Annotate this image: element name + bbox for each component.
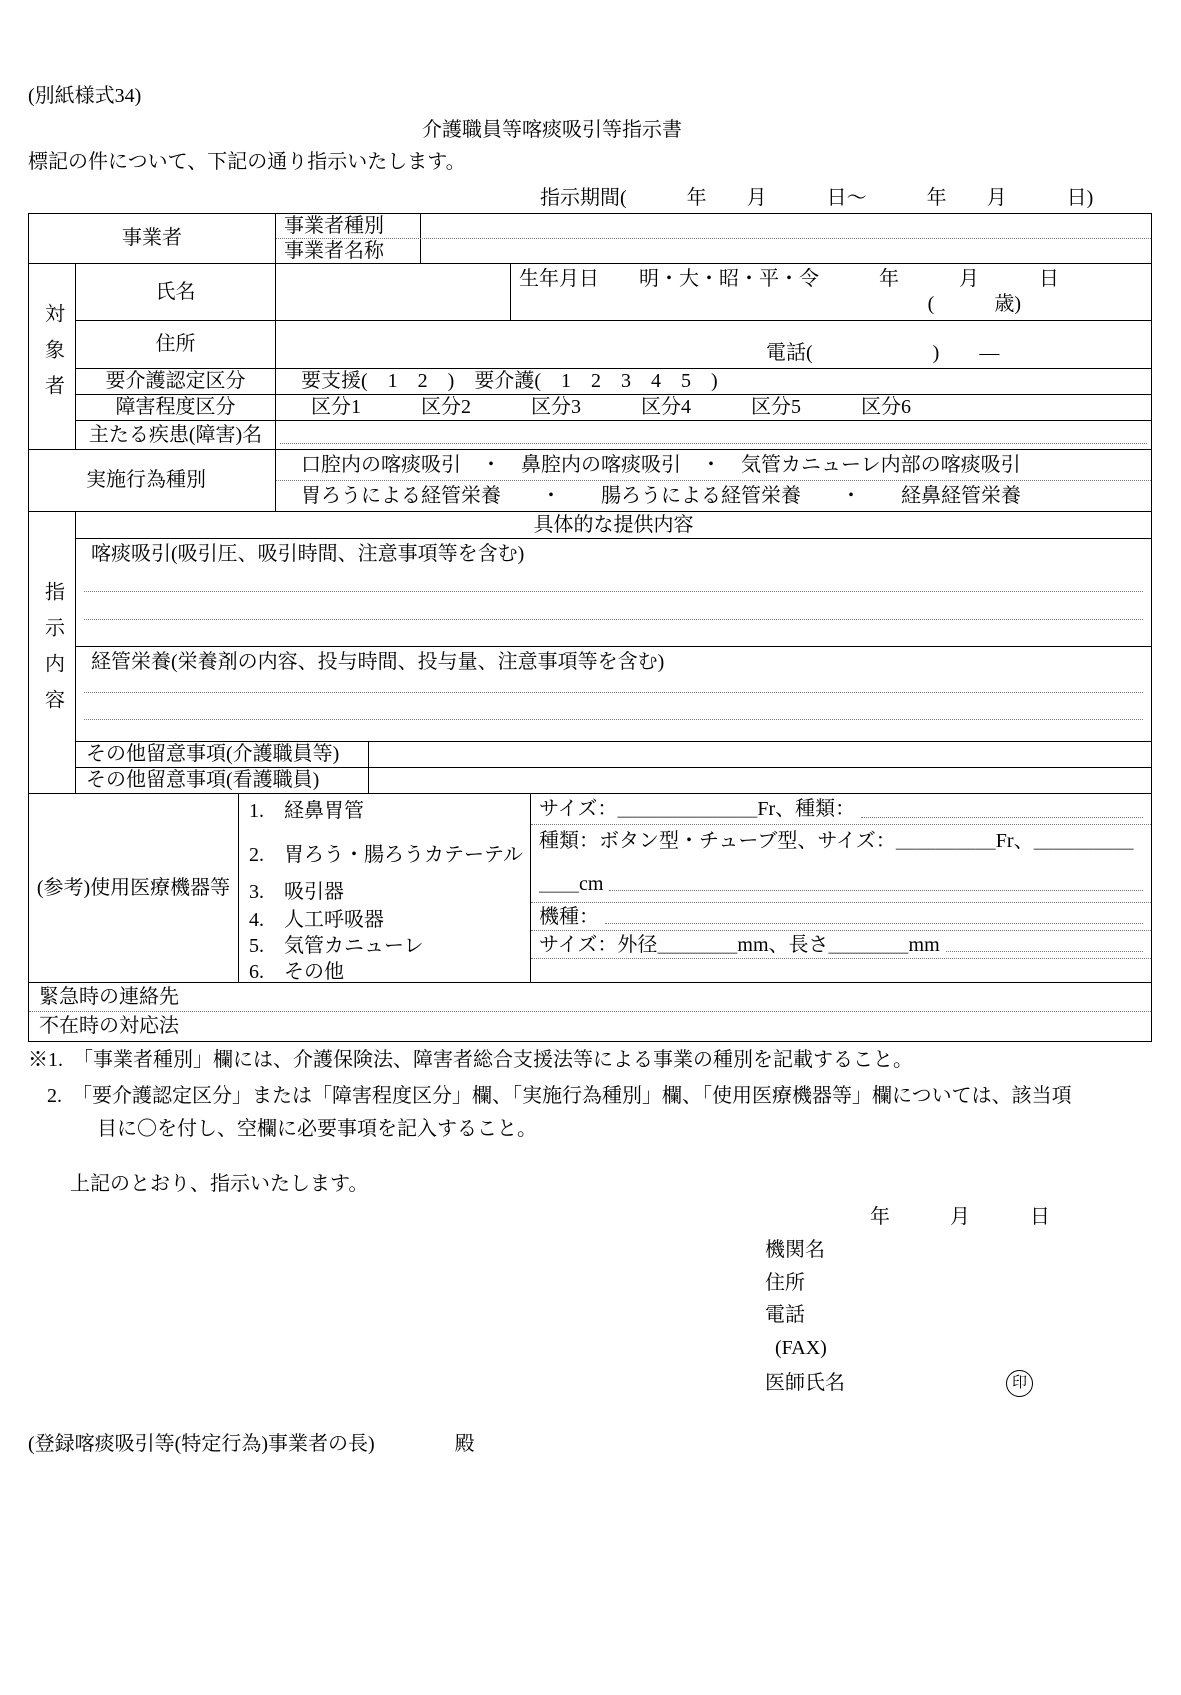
procedure-label: 実施行為種別 <box>29 450 276 511</box>
equipment-item: 1. 経鼻胃管 <box>249 800 364 822</box>
instructions-rows <box>76 512 1151 793</box>
issuer-phone-label: 電話 <box>765 1304 805 1326</box>
procedure-options <box>276 450 1151 511</box>
nutrition-detail-area <box>76 647 1151 742</box>
form-table <box>28 213 1152 1042</box>
organization-label: 機関名 <box>765 1239 825 1261</box>
intro-text: 標記の件について、下記の通り指示いたします。 <box>28 151 466 173</box>
equipment-section <box>29 794 1151 983</box>
procedure-suction-options: 口腔内の喀痰吸引 ・ 鼻腔内の喀痰吸引 ・ 気管カニューレ内部の喀痰吸引 <box>276 450 1151 481</box>
equipment-ng-tube-detail: サイズ：＿＿＿＿＿＿＿Fr、種類： <box>531 794 1151 825</box>
equipment-item: 6. その他 <box>249 961 344 983</box>
addressee-line: (登録喀痰吸引等(特定行為)事業者の長) 殿 <box>28 1433 475 1455</box>
equipment-gastro-line1: 種類：ボタン型・チューブ型、サイズ：＿＿＿＿＿Fr、＿＿＿＿＿ <box>539 830 1134 852</box>
equipment-item: 3. 吸引器 <box>249 881 344 904</box>
equipment-label: (参考)使用医療機器等 <box>29 794 239 982</box>
equipment-item: 4. 人工呼吸器 <box>249 908 384 931</box>
nutrition-detail-label: 経管栄養(栄養剤の内容、投与時間、投与量、注意事項等を含む) <box>91 651 665 673</box>
disability-level-row <box>76 395 1151 421</box>
other-notes-care-label: その他留意事項(介護職員等) <box>76 742 369 767</box>
provider-detail <box>276 214 1151 263</box>
equipment-gastro-line2: ＿＿cm <box>539 873 604 895</box>
closing-statement: 上記のとおり、指示いたします。 <box>70 1173 369 1195</box>
equipment-other-detail <box>531 959 1151 982</box>
provider-name-row <box>276 239 1151 263</box>
provider-label: 事業者 <box>29 214 276 263</box>
equipment-items <box>239 794 531 982</box>
provider-type-label: 事業者種別 <box>276 214 421 238</box>
issuer-fax-label: (FAX) <box>775 1337 827 1359</box>
care-level-options: 要支援( 1 2 ) 要介護( 1 2 3 4 5 ) <box>301 370 718 392</box>
procedure-nutrition-options: 胃ろうによる経管栄養 ・ 腸ろうによる経管栄養 ・ 経鼻経管栄養 <box>301 484 1021 507</box>
provider-row <box>29 214 1151 264</box>
equipment-details <box>531 794 1151 982</box>
equipment-gastro-detail <box>531 825 1151 903</box>
equipment-item: 2. 胃ろう・腸ろうカテーテル <box>249 843 523 866</box>
other-notes-nurse-label: その他留意事項(看護職員) <box>76 768 369 793</box>
emergency-contact-row: 緊急時の連絡先 <box>29 983 1151 1012</box>
instructions-header: 具体的な提供内容 <box>76 512 1151 539</box>
suction-detail-area <box>76 539 1151 647</box>
disability-level-label: 障害程度区分 <box>76 395 276 420</box>
disease-label: 主たる疾患(障害)名 <box>76 421 276 449</box>
provider-name-value <box>421 239 1151 263</box>
subject-address-row <box>76 321 1151 369</box>
name-value <box>276 264 511 320</box>
doctor-name-row <box>765 1370 1033 1397</box>
procedure-row <box>29 450 1151 512</box>
dotted-fill-line <box>861 816 1143 818</box>
subject-vertical-label: 対象者 <box>29 264 76 449</box>
address-label: 住所 <box>76 321 276 368</box>
birthdate-cell <box>511 264 1151 320</box>
subject-section <box>29 264 1151 450</box>
birthdate-line: 生年月日 明・大・昭・平・令 年 月 日 <box>519 268 1059 290</box>
instructions-section <box>29 512 1151 794</box>
disability-level-options: 区分1 区分2 区分3 区分4 区分5 区分6 <box>311 396 911 418</box>
provider-type-value <box>421 214 1151 238</box>
address-value <box>276 321 1151 368</box>
issuer-address-label: 住所 <box>765 1272 805 1294</box>
other-notes-nurse-row <box>76 768 1151 793</box>
other-notes-care-value <box>369 742 1151 767</box>
equipment-cannula-detail: サイズ：外径＿＿＿＿mm、長さ＿＿＿＿mm <box>531 931 1151 959</box>
absence-response-row: 不在時の対応法 <box>39 1015 179 1037</box>
other-notes-care-row <box>76 742 1151 768</box>
provider-name-label: 事業者名称 <box>276 239 421 263</box>
emergency-section <box>29 983 1151 1041</box>
name-label: 氏名 <box>76 264 276 320</box>
dotted-fill-line <box>605 922 1143 924</box>
dotted-fill-line <box>946 950 1143 952</box>
equipment-ventilator-detail: 機種： <box>531 903 1151 931</box>
subject-rows <box>76 264 1151 449</box>
note-1: ※1. 「事業者種別」欄には、介護保険法、障害者総合支援法等による事業の種別を記載すること。 <box>28 1049 913 1071</box>
care-level-row <box>76 369 1151 395</box>
form-number: (別紙様式34) <box>28 85 142 107</box>
instruction-period: 指示期間( 年 月 日〜 年 月 日) <box>540 187 1094 209</box>
doctor-name-label: 医師氏名 <box>765 1372 845 1394</box>
note-2: 2. 「要介護認定区分」または「障害程度区分」欄、「実施行為種別」欄、「使用医療機器等」欄については、該当項目に〇を付し、空欄に必要事項を記入すること。 <box>47 1085 1072 1140</box>
dotted-fill-line <box>609 889 1143 891</box>
suction-detail-label: 喀痰吸引(吸引圧、吸引時間、注意事項等を含む) <box>91 543 525 565</box>
subject-name-row <box>76 264 1151 321</box>
age-line: ( 歳) <box>927 293 1021 315</box>
other-notes-nurse-value <box>369 768 1151 793</box>
equipment-item: 5. 気管カニューレ <box>249 934 424 957</box>
care-level-label: 要介護認定区分 <box>76 369 276 394</box>
seal-icon: 印 <box>1006 1370 1033 1397</box>
page-title: 介護職員等喀痰吸引等指示書 <box>422 119 682 141</box>
phone-line: 電話( ) ― <box>766 342 1000 364</box>
issue-date-line: 年 月 日 <box>870 1206 1050 1228</box>
provider-type-row <box>276 214 1151 239</box>
disease-row <box>76 421 1151 449</box>
instructions-vertical-label: 指示内容 <box>29 512 76 793</box>
disease-value <box>276 421 1151 449</box>
